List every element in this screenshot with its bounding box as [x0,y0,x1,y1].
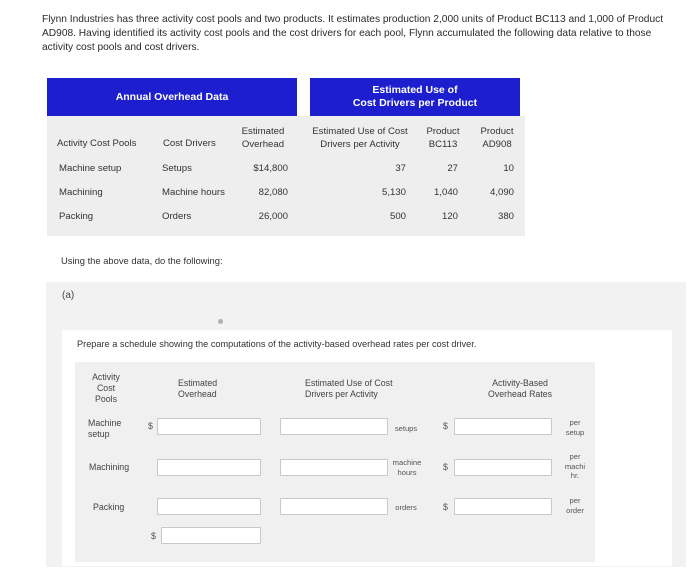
sched-head-overhead-l2: Overhead [178,389,217,399]
col-estimated-use [306,125,414,151]
header-estimated-use [310,78,520,116]
col-product-bc113-l1: Product [426,126,460,137]
sched-head-pools [85,372,127,405]
unit-label-l2: hours [397,468,417,477]
col-product-ad908-l1: Product [480,126,514,137]
col-product-ad908-l2: AD908 [482,139,512,150]
sched-head-rate-l1: Activity-Based [492,378,548,388]
row-pool: Machine setup [59,163,122,174]
sched-row-pool [93,502,124,513]
currency-sign: $ [443,462,448,472]
row-use: 37 [395,163,406,174]
row-use: 5,130 [381,187,406,198]
col-estimated-use-l2: Drivers per Activity [320,139,400,150]
row-bc113: 27 [447,163,458,174]
driver-use-input-packing[interactable] [280,498,388,515]
sched-head-use [305,378,393,400]
rate-input-machining[interactable] [454,459,552,476]
row-driver: Setups [162,163,192,174]
per-label-l1: per [569,496,581,505]
overhead-input-setup[interactable] [157,418,261,435]
per-label-l2: order [566,505,584,515]
sched-row-pool-l1: Machining [89,462,130,472]
row-overhead: $14,800 [253,163,288,174]
per-label-l1: per [569,452,581,461]
row-ad908: 10 [503,163,514,174]
currency-sign: $ [443,421,448,431]
row-bc113: 1,040 [433,187,458,198]
header-estimated-use-line2: Cost Drivers per Product [352,97,478,109]
unit-label [388,503,424,513]
part-a-prompt: Prepare a schedule showing the computations of the activity-based overhead rates per cost driver. [77,339,477,349]
header-annual-overhead: Annual Overhead Data [47,78,297,116]
overhead-total-input[interactable] [161,527,261,544]
unit-label [388,424,424,434]
col-product-bc113 [420,125,466,151]
col-estimated-overhead [237,125,289,151]
row-ad908: 4,090 [489,187,514,198]
per-label-l2: setup [565,427,585,437]
part-a-label: (a) [62,290,75,301]
sched-row-pool [89,462,129,473]
unit-label-l1: orders [395,503,417,512]
sched-head-pools-l1: Activity [92,372,120,382]
col-estimated-use-l1: Estimated Use of Cost [312,126,408,137]
problem-intro: Flynn Industries has three activity cost pools and two products. It estimates production 2,000 units of Product BC113 and 1,000 of Product AD908. Having identified its activity cost pools and the cost drivers for each pool, Flynn accumulated the following data relative to those activity cost pools and cost drivers. [42,14,664,53]
driver-use-input-machining[interactable] [280,459,388,476]
currency-sign: $ [443,502,448,512]
driver-use-input-setup[interactable] [280,418,388,435]
row-driver: Machine hours [162,187,225,198]
row-pool: Packing [59,211,94,222]
overhead-input-packing[interactable] [157,498,261,515]
unit-label-l1: setups [394,424,418,433]
instruction-text: Using the above data, do the following: [61,255,223,266]
row-driver: Orders [162,211,192,222]
currency-sign: $ [148,421,153,431]
row-pool: Machining [59,187,103,198]
rate-input-setup[interactable] [454,418,552,435]
sched-head-overhead [178,378,217,400]
rate-input-packing[interactable] [454,498,552,515]
sched-head-pools-l3: Pools [94,394,117,404]
per-label [560,496,590,515]
sched-row-pool-l2: setup [88,429,110,439]
col-product-bc113-l2: BC113 [428,139,458,150]
per-label [560,452,590,481]
unit-label [388,458,426,478]
col-product-ad908 [474,125,520,151]
col-cost-drivers: Cost Drivers [163,138,216,149]
sched-head-pools-l2: Cost [96,383,116,393]
sched-head-rate-l2: Overhead Rates [488,389,553,399]
currency-sign: $ [151,531,156,541]
sched-head-overhead-l1: Estimated [178,378,218,388]
per-label-l3: hr. [570,471,580,480]
row-ad908: 380 [497,211,514,222]
col-activity-cost-pools: Activity Cost Pools [57,138,137,149]
sched-head-use-l2: Drivers per Activity [305,389,378,399]
per-label-l1: per [569,418,581,427]
unit-label-l1: machine [392,458,422,467]
sched-row-pool-l1: Packing [93,502,125,512]
row-overhead: 82,080 [258,187,288,198]
per-label [560,418,590,437]
row-use: 500 [389,211,406,222]
col-estimated-overhead-l1: Estimated [241,126,285,137]
col-estimated-overhead-l2: Overhead [241,139,285,150]
overhead-input-machining[interactable] [157,459,261,476]
cursor-dot [218,319,223,324]
row-overhead: 26,000 [258,211,288,222]
per-label-l2: machi [564,461,586,471]
sched-row-pool [88,418,121,440]
sched-row-pool-l1: Machine [88,418,122,428]
row-bc113: 120 [441,211,458,222]
sched-head-rate [488,378,552,400]
sched-head-use-l1: Estimated Use of Cost [305,378,393,388]
header-estimated-use-line1: Estimated Use of [372,84,458,96]
